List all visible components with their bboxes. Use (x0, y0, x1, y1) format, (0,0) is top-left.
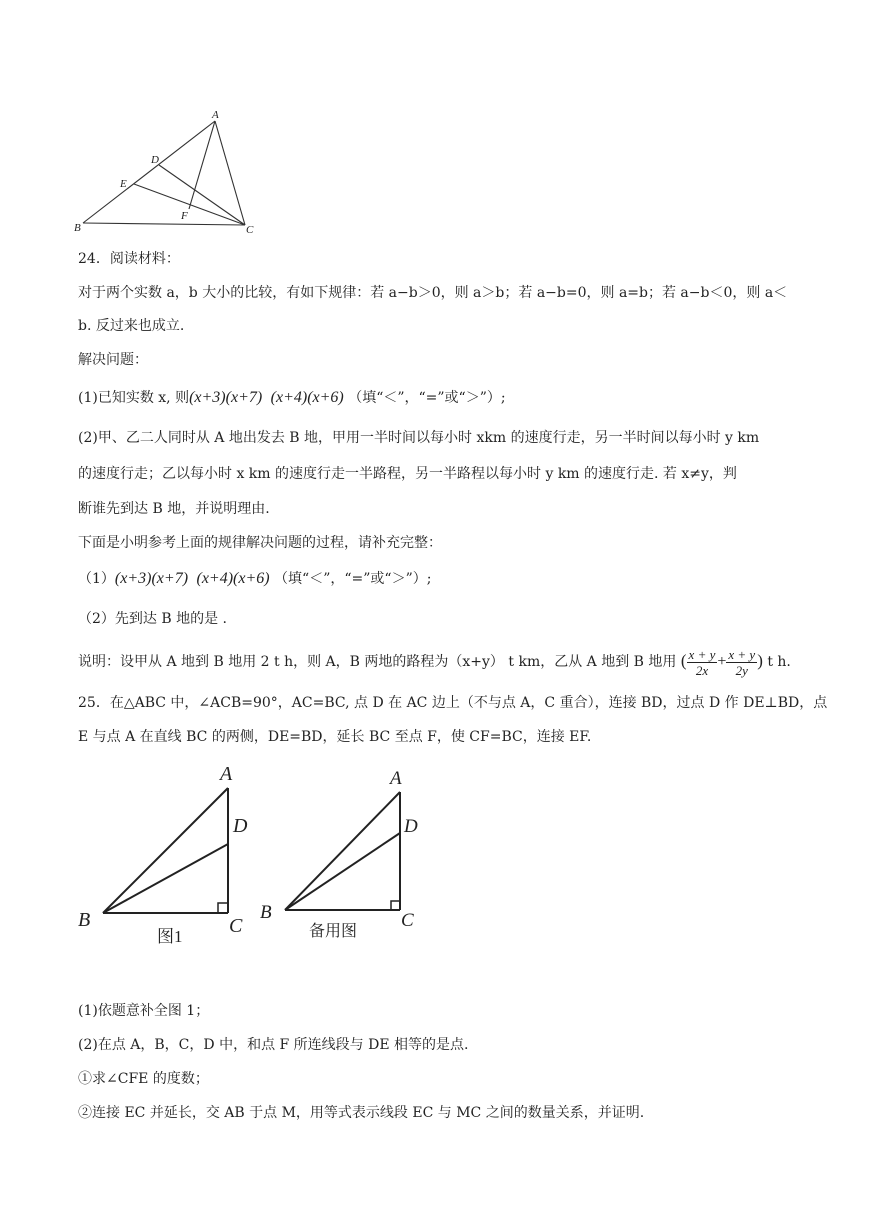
figure-spare (255, 760, 435, 955)
label-D: D (151, 154, 159, 166)
q24-part1-expr-left: (x+3)(x+7) (189, 389, 263, 406)
fig2-label-C: C (401, 910, 414, 931)
q24-part1-expr-right: (x+4)(x+6) (270, 389, 344, 406)
q24-answer1 (78, 569, 431, 589)
q24-explanation-prefix: 说明：设甲从 A 地到 B 地用 2 t h，则 A，B 两地的路程为（x+y） t km，乙从 A 地到 B 地用 (78, 654, 677, 670)
fig2-label-B: B (260, 902, 272, 923)
q24-part1-prefix: (1)已知实数 x, 则 (78, 390, 190, 406)
fig1-caption: 图1 (157, 927, 183, 946)
fig1-label-D: D (233, 815, 248, 837)
q25-sub1: (1)依题意补全图 1； (78, 1003, 210, 1019)
fraction-1: $\frac{x + y}{2x}$ (688, 646, 716, 678)
triangle-figure-top (70, 105, 270, 240)
label-C: C (246, 224, 254, 236)
label-A: A (212, 109, 219, 121)
q25-line2: E 与点 A 在直线 BC 的两侧，DE=BD，延长 BC 至点 F，使 CF=BC，连接 EF. (78, 729, 592, 745)
label-F: F (181, 210, 188, 222)
fig1-label-B: B (78, 909, 91, 931)
fraction-2: $\frac{x + y}{2y}$ (728, 646, 756, 678)
label-E: E (120, 178, 127, 190)
q24-intro: 下面是小明参考上面的规律解决问题的过程，请补充完整： (78, 535, 442, 551)
q24-explanation: 说明：设甲从 A 地到 B 地用 2 t h，则 A，B 两地的路程为（x+y） t km，乙从 A 地到 B 地用 ( $\frac{x + y}{2x}$ + $\frac{x + y}{2y}$ ) t h. (78, 646, 791, 678)
q24-part2-line3: 断谁先到达 B 地，并说明理由. (78, 501, 270, 517)
fig2-label-A: A (390, 768, 402, 789)
q24-answer1-expr-right: (x+4)(x+6) (196, 570, 270, 587)
q25-sub4: ②连接 EC 并延长，交 AB 于点 M，用等式表示线段 EC 与 MC 之间的数量关系，并证明. (78, 1105, 645, 1121)
q25-line1: 25．在△ABC 中，∠ACB=90°，AC=BC, 点 D 在 AC 边上（不与点 A，C 重合），连接 BD，过点 D 作 DE⊥BD，点 (78, 695, 828, 711)
q24-answer1-prefix: （1） (78, 571, 115, 587)
q24-part1-suffix: （填“＜”，“=”或“＞”）; (348, 390, 506, 406)
label-B: B (74, 222, 81, 234)
fig1-label-C: C (229, 915, 243, 937)
figure-1 (75, 760, 265, 955)
q24-part1 (78, 388, 506, 408)
q24-explanation-suffix: t h. (767, 654, 791, 670)
q24-answer1-expr-left: (x+3)(x+7) (114, 570, 189, 587)
q25-sub2: (2)在点 A，B，C，D 中，和点 F 所连线段与 DE 相等的是点. (78, 1037, 469, 1053)
q24-rule-line1: 对于两个实数 a，b 大小的比较，有如下规律：若 a−b＞0，则 a＞b；若 a−b=0，则 a=b；若 a−b＜0，则 a＜ (78, 285, 788, 301)
q24-title: 24．阅读材料： (78, 251, 180, 267)
q24-answer2: （2）先到达 B 地的是 . (78, 611, 227, 627)
fig1-label-A: A (220, 763, 233, 785)
fig2-caption: 备用图 (309, 923, 358, 940)
fig2-label-D: D (404, 816, 418, 837)
q24-part2-line2: 的速度行走；乙以每小时 x km 的速度行走一半路程，另一半路程以每小时 y km 的速度行走. 若 x≠y，判 (78, 466, 737, 482)
q24-rule-line2: b. 反过来也成立. (78, 318, 185, 334)
q25-sub3: ①求∠CFE 的度数； (78, 1071, 209, 1087)
q24-answer1-suffix: （填“＜”，“=”或“＞”）; (274, 571, 432, 587)
q24-part2-line1: (2)甲、乙二人同时从 A 地出发去 B 地，甲用一半时间以每小时 xkm 的速度行走，另一半时间以每小时 y km (78, 430, 760, 446)
q24-solve-label: 解决问题： (78, 352, 148, 368)
